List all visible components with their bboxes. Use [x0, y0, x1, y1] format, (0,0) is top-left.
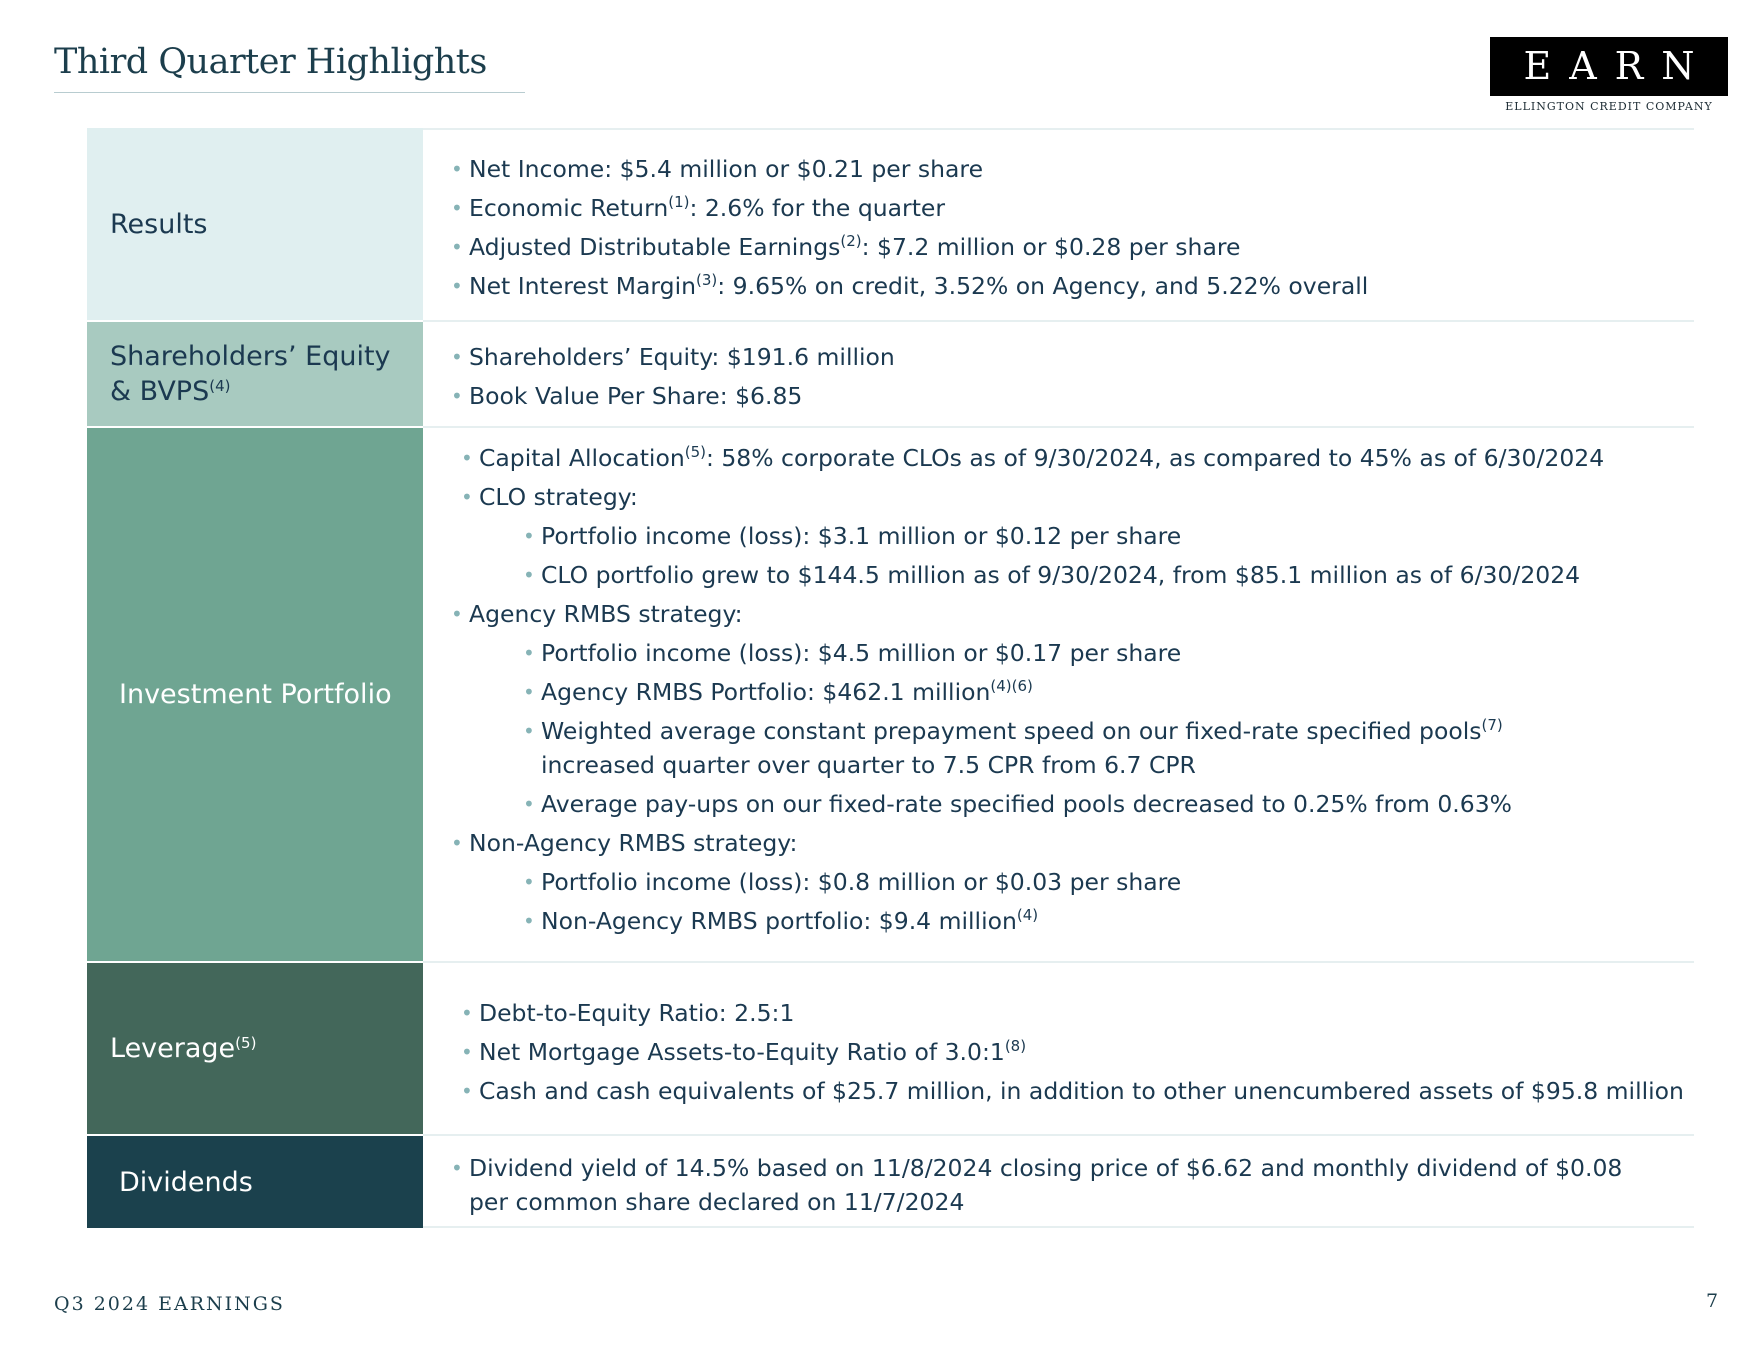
list-item: • Dividend yield of 14.5% based on 11/8/2024 closing price of $6.62 and monthly dividend of $0.08 per common share declared on 11/7/2024 [469, 1151, 1659, 1219]
row-label-text: Shareholders’ Equity & BVPS$^{(4)}$ [110, 341, 391, 407]
row-body-leverage [423, 961, 1694, 1134]
row-label-text: Results [110, 208, 208, 240]
list-item: • Capital Allocation$^{(5)}$: 58% corporate CLOs as of 9/30/2024, as compared to 45% as of 6/30/2024 [479, 441, 1694, 475]
row-label-text: Dividends [119, 1166, 253, 1198]
row-dividends [87, 1134, 1694, 1228]
list-item: • Non-Agency RMBS strategy: [469, 826, 1694, 860]
list-item: • Debt-to-Equity Ratio: 2.5:1 [479, 996, 1694, 1030]
bullet-list [469, 340, 1694, 413]
row-body-portfolio [423, 426, 1694, 961]
list-item: • Non-Agency RMBS portfolio: $9.4 million$^{(4)}$ [541, 904, 1694, 938]
row-label-text: Leverage$^{(5)}$ [110, 1033, 257, 1064]
list-item: • Weighted average constant prepayment speed on our fixed-rate specified pools$^{(7)}$ increased quarter over quarter to 7.5 CPR from 6.7 CPR [541, 714, 1601, 782]
list-item: • Shareholders’ Equity: $191.6 million [469, 340, 1694, 374]
page-number: 7 [1706, 1290, 1719, 1312]
bullet-list [469, 152, 1694, 303]
list-item: • Net Mortgage Assets-to-Equity Ratio of 3.0:1$^{(8)}$ [479, 1035, 1694, 1069]
list-item: • Adjusted Distributable Earnings$^{(2)}$: $7.2 million or $0.28 per share [469, 230, 1694, 264]
row-label-dividends [87, 1134, 423, 1228]
list-item: • Book Value Per Share: $6.85 [469, 379, 1694, 413]
list-item: • Average pay-ups on our fixed-rate specified pools decreased to 0.25% from 0.63% [541, 787, 1694, 821]
list-item: • Agency RMBS strategy: [469, 597, 1694, 631]
earn-logo: EARN [1490, 37, 1728, 96]
row-equity [87, 320, 1694, 426]
list-item: • Portfolio income (loss): $0.8 million or $0.03 per share [541, 865, 1694, 899]
row-label-portfolio [87, 426, 423, 961]
list-item: • CLO portfolio grew to $144.5 million as of 9/30/2024, from $85.1 million as of 6/30/2024 [541, 558, 1694, 592]
row-leverage [87, 961, 1694, 1134]
row-label-text: Investment Portfolio [119, 679, 392, 710]
row-body-dividends [423, 1134, 1694, 1228]
list-item: • Portfolio income (loss): $3.1 million or $0.12 per share [541, 519, 1694, 553]
bullet-list [469, 1151, 1694, 1219]
bullet-list [469, 441, 1694, 938]
row-body-equity [423, 320, 1694, 426]
footer-earnings-label: Q3 2024 EARNINGS [54, 1293, 285, 1315]
page-title: Third Quarter Highlights [54, 42, 487, 82]
title-underline [54, 92, 525, 93]
list-item: • CLO strategy: [479, 480, 1694, 514]
list-item: • Portfolio income (loss): $4.5 million or $0.17 per share [541, 636, 1694, 670]
row-label-leverage [87, 961, 423, 1134]
list-item: • Net Income: $5.4 million or $0.21 per share [469, 152, 1694, 186]
row-label-results [87, 128, 423, 320]
row-portfolio [87, 426, 1694, 961]
list-item: • Net Interest Margin$^{(3)}$: 9.65% on credit, 3.52% on Agency, and 5.22% overall [469, 269, 1694, 303]
list-item: • Cash and cash equivalents of $25.7 million, in addition to other unencumbered assets of $95.8 million [479, 1074, 1694, 1108]
list-item: • Economic Return$^{(1)}$: 2.6% for the quarter [469, 191, 1694, 225]
list-item: • Agency RMBS Portfolio: $462.1 million$^{(4)(6)}$ [541, 675, 1694, 709]
row-label-equity [87, 320, 423, 426]
row-body-results [423, 128, 1694, 320]
bullet-list [469, 996, 1694, 1108]
row-results [87, 128, 1694, 320]
logo-subtitle: ELLINGTON CREDIT COMPANY [1505, 100, 1713, 113]
